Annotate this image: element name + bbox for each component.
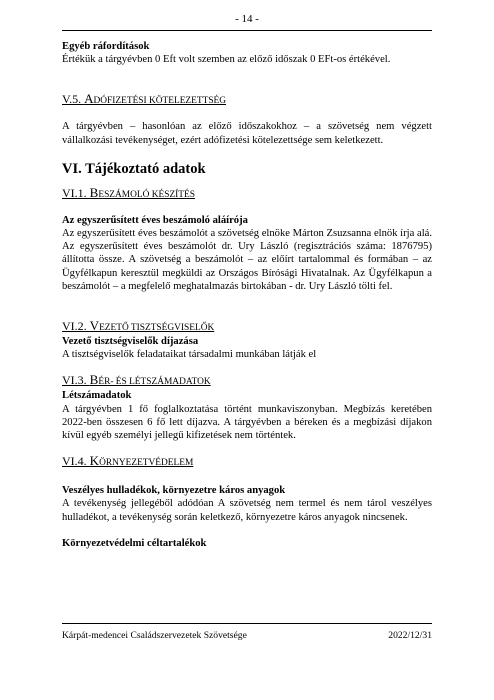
section-vi3-title [62,373,432,389]
section-vi1-number: VI.1. [62,185,90,200]
vi2-subheading: Vezető tisztségviselők díjazása [62,336,199,348]
vi1-subheading: Az egyszerűsített éves beszámoló aláírója [62,214,248,226]
section-vi3-rest: ÉR- ÉS LÉTSZÁMADATOK [98,377,211,388]
footer-org: Kárpát-medencei Családszervezetek Szövetsége [62,630,247,641]
section-v5-number: V.5. [62,92,85,107]
section-vi2-rest: EZETŐ TISZTSÉGVISELŐK [99,323,215,334]
vi2-text: A tisztségviselők feladataikat társadalmi munkában látják el [62,349,317,361]
section-vi2-number: VI.2. [62,319,90,334]
section-vi4-initial: K [89,453,100,469]
vi1-text: Az egyszerűsített éves beszámolót a szövetség elnöke Márton Zsuzsanna elnök írja alá. Az egyszerűsített éves beszámolót dr. Ury László (regisztrációs száma: 1876795) állította össze. A szövetség a beszámolót – az előírt tartalommal és formában – az Ügyfélkapun keresztül megküldi az Országos Bírósági Hivatalnak. Az Ügyfélkapun a beszámolót – a megfelelő meghatalmazás birtokában - dr. Ury László tölti fel. [62,228,432,292]
section-vi3-initial: B [89,372,99,388]
vi3-subheading: Létszámadatok [62,390,132,402]
page-number: - 14 - [235,13,259,25]
section-vi4-title [62,454,432,470]
section-v5-text: A tárgyévben – hasonlóan az előző időszakokhoz – a szövetség nem végzett vállalkozási tevékenységet, ezért adófizetési kötelezettsége sem keletkezett. [62,121,432,146]
section-vi3-number: VI.3. [62,373,90,388]
section-vi4-number: VI.4. [62,454,90,469]
vi4-text: A tevékenység jellegéből adódóan A szövetség nem termel és nem tárol veszélyes hulladékot, a tevékenység során keletkező, környezetre káros anyagok nincsenek. [62,498,432,523]
egyeb-text: Értékük a tárgyévben 0 Eft volt szemben az előző időszak 0 EFt-os értékével. [62,54,391,66]
section-vi-title: VI. Tájékoztató adatok [62,160,206,177]
section-vi2-title [62,319,432,335]
section-v5-title [62,92,432,108]
section-vi1-title [62,186,432,202]
section-vi4-rest: ÖRNYEZETVÉDELEM [99,458,194,469]
page-footer [62,630,432,642]
section-vi2-initial: V [89,318,100,334]
page-body [62,40,432,550]
footer-date: 2022/12/31 [388,630,432,641]
section-vi1-initial: B [89,184,99,200]
footer-rule [62,623,432,624]
egyeb-heading: Egyéb ráfordítások [62,41,150,52]
vi4-subheading: Veszélyes hulladékok, környezetre káros anyagok [62,485,286,497]
vi4-subheading2: Környezetvédelmi céltartalékok [62,537,207,549]
section-vi1-rest: ESZÁMOLÓ KÉSZÍTÉS [98,189,195,200]
vi3-text: A tárgyévben 1 fő foglalkoztatása történt munkaviszonyban. Megbízás keretében 2022-ben összesen 6 fő lett díjazva. A tárgyévben a béreken és a megbízási díjakon kívül egyéb személyi jellegű kifizetések nem történtek. [62,403,432,442]
section-v5-initial: A [84,91,94,107]
section-v5-rest: DÓFIZETÉSI KÖTELEZETTSÉG [93,96,227,107]
header-rule [62,30,432,31]
